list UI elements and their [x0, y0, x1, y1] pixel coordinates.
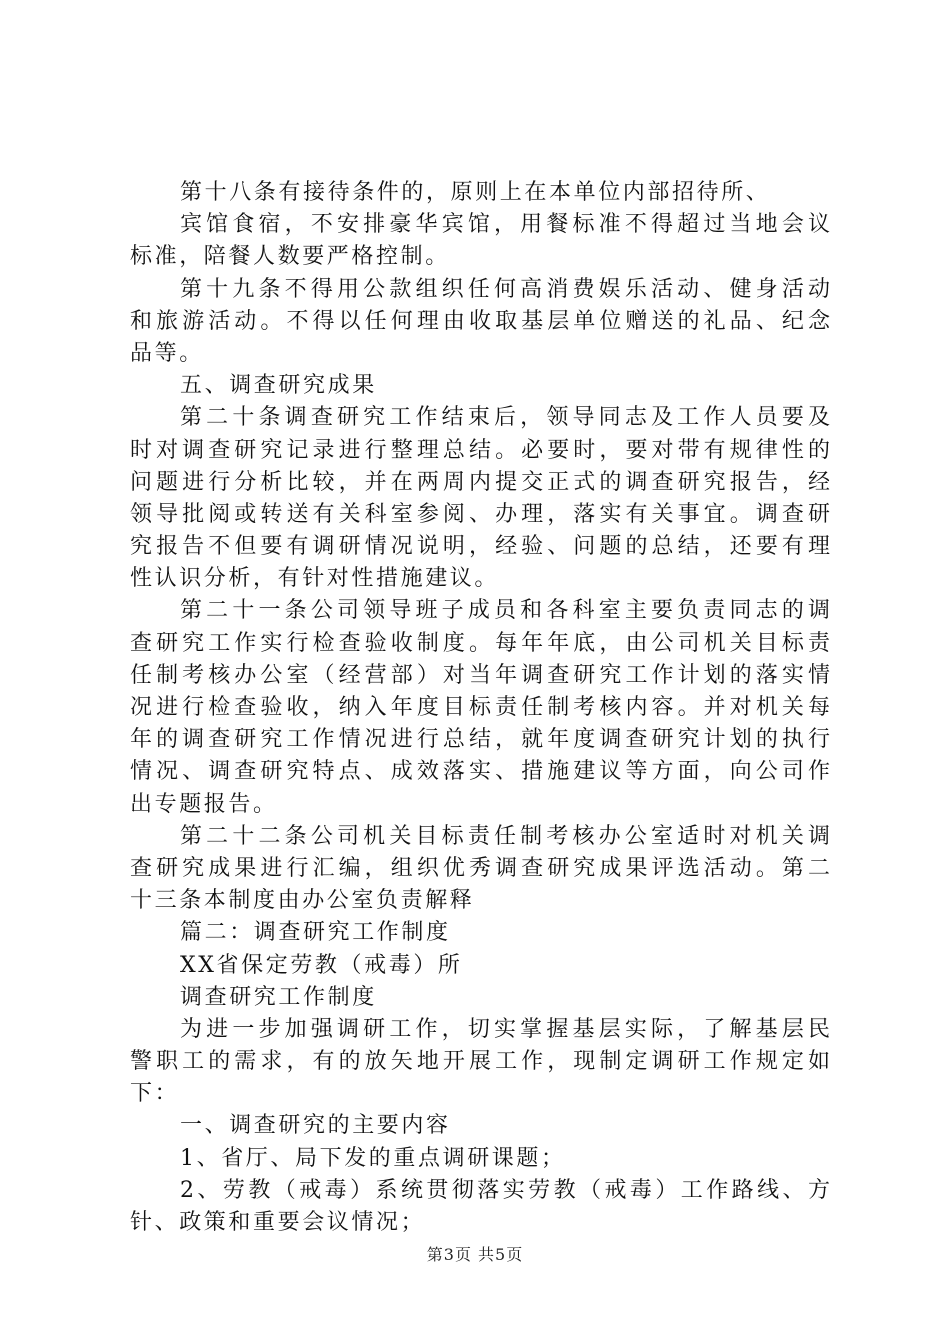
text-line: 一、调查研究的主要内容 [180, 1113, 451, 1139]
text-line: 2、劳教（戒毒）系统贯彻落实劳教（戒毒）工作路线、方 [180, 1177, 830, 1203]
text-line: 究报告不但要有调研情况说明，经验、问题的总结，还要有理 [130, 534, 830, 560]
page-footer: 第3页 共5页 [426, 1245, 524, 1264]
text-line: 调查研究工作制度 [180, 984, 377, 1010]
text-line: 第十八条有接待条件的，原则上在本单位内部招待所、 [180, 180, 771, 205]
text-line: 时对调查研究记录进行整理总结。必要时，要对带有规律性的 [130, 437, 830, 463]
text-line: 1、省厅、局下发的重点调研课题； [180, 1145, 566, 1171]
text-line: 为进一步加强调研工作，切实掌握基层实际，了解基层民 [180, 1016, 830, 1042]
text-line: 情况、调查研究特点、成效落实、措施建议等方面，向公司作 [130, 759, 830, 785]
text-line: 问题进行分析比较，并在两周内提交正式的调查研究报告，经 [130, 469, 830, 495]
text-line: 宾馆食宿，不安排豪华宾馆，用餐标准不得超过当地会议 [180, 212, 830, 238]
text-line: 警职工的需求，有的放矢地开展工作，现制定调研工作规定如 [130, 1049, 830, 1075]
text-line: 出专题报告。 [130, 791, 278, 817]
text-line: 下： [130, 1081, 180, 1107]
text-line: 第十九条不得用公款组织任何高消费娱乐活动、健身活动 [180, 276, 830, 302]
text-line: 十三条本制度由办公室负责解释 [130, 888, 475, 914]
text-line: 第二十二条公司机关目标责任制考核办公室适时对机关调 [180, 823, 830, 849]
document-body [130, 177, 830, 1239]
text-line: 查研究成果进行汇编，组织优秀调查研究成果评选活动。第二 [130, 855, 830, 881]
text-line: 领导批阅或转送有关科室参阅、办理，落实有关事宜。调查研 [130, 501, 830, 527]
text-line: 篇二：调查研究工作制度 [180, 920, 451, 946]
text-line: 第二十一条公司领导班子成员和各科室主要负责同志的调 [180, 598, 830, 624]
text-line: 和旅游活动。不得以任何理由收取基层单位赠送的礼品、纪念 [130, 308, 830, 334]
text-line: 查研究工作实行检查验收制度。每年年底，由公司机关目标责 [130, 630, 830, 656]
text-line: 况进行检查验收，纳入年度目标责任制考核内容。并对机关每 [130, 695, 830, 720]
text-line: 标准，陪餐人数要严格控制。 [130, 244, 450, 270]
text-line: 品等。 [130, 340, 204, 366]
text-line: 第二十条调查研究工作结束后，领导同志及工作人员要及 [180, 405, 830, 431]
text-line: 性认识分析，有针对性措施建议。 [130, 566, 500, 592]
text-line: 五、调查研究成果 [180, 373, 377, 399]
text-line: 针、政策和重要会议情况； [130, 1210, 426, 1235]
text-line: 任制考核办公室（经营部）对当年调查研究工作计划的落实情 [130, 662, 830, 688]
text-line: XX省保定劳教（戒毒）所 [180, 952, 463, 978]
text-line: 年的调查研究工作情况进行总结，就年度调查研究计划的执行 [130, 727, 830, 753]
